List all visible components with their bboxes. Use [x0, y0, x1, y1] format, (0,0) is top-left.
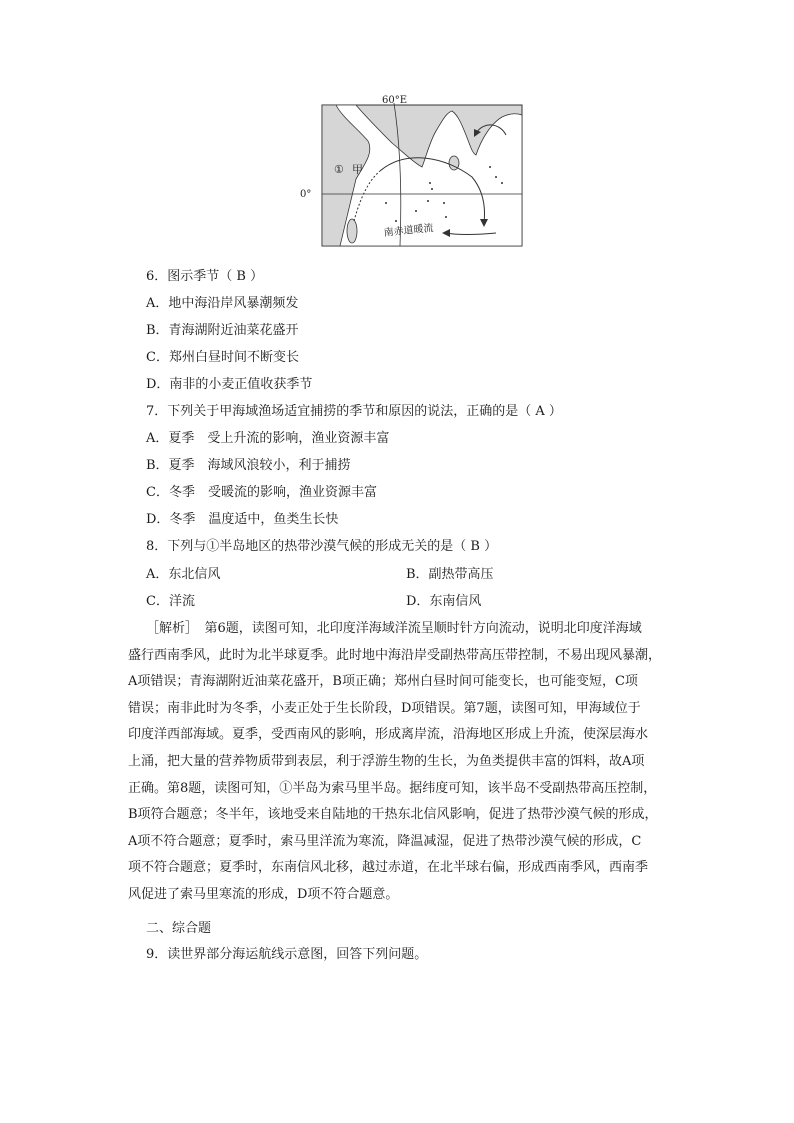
- q8-option-c: C．洋流: [146, 594, 195, 609]
- indian-ocean-map: [296, 93, 526, 248]
- analysis-line: B项符合题意；冬半年，该地受来自陆地的干热东北信风影响，促进了热带沙漠气候的形成，: [128, 807, 658, 823]
- q7-option-a: A．夏季 受上升流的影响，渔业资源丰富: [146, 431, 390, 446]
- label-sea-jia: 甲: [352, 163, 363, 176]
- section-title: 二、综合题: [146, 921, 212, 936]
- current-label: 南赤道暖流: [383, 222, 435, 239]
- q6-option-d: D．南非的小麦正值收获季节: [146, 377, 313, 392]
- q7-option-b: B．夏季 海域风浪较小，利于捕捞: [146, 458, 351, 473]
- analysis-line: A项不符合题意；夏季时，索马里洋流为寒流，降温减湿，促进了热带沙漠气候的形成，C: [128, 833, 642, 849]
- q8-option-a: A．东北信风: [146, 567, 221, 582]
- meridian-label: 60°E: [382, 95, 408, 106]
- q6-stem: 6．图示季节（ B ）: [146, 269, 264, 284]
- q8-option-d: D．东南信风: [406, 594, 482, 609]
- equator-label: 0°: [300, 189, 312, 200]
- q7-stem: 7．下列关于甲海域渔场适宜捕捞的季节和原因的说法，正确的是（ A ）: [146, 404, 562, 419]
- q7-option-c: C．冬季 受暖流的影响，渔业资源丰富: [146, 485, 377, 500]
- q7-option-d: D．冬季 温度适中，鱼类生长快: [146, 512, 339, 527]
- analysis-line: 上涌，把大量的营养物质带到表层，利于浮游生物的生长，为鱼类提供丰富的饵料，故A项: [128, 753, 645, 769]
- analysis-line: ［解析］ 第6题，读图可知，北印度洋海域洋流呈顺时针方向流动，说明北印度洋海域: [146, 621, 642, 636]
- label-peninsula-1: ①: [334, 163, 344, 176]
- madagascar: [347, 219, 357, 243]
- analysis-line: 错误；南非此时为冬季，小麦正处于生长阶段，D项错误。第7题，读图可知，甲海域位于: [128, 700, 641, 716]
- analysis-line: 项不符合题意；夏季时，东南信风北移，越过赤道，在北半球右偏，形成西南季风，西南季: [128, 860, 649, 876]
- q8-option-b: B．副热带高压: [406, 567, 494, 582]
- q6-option-b: B．青海湖附近油菜花盛开: [146, 323, 299, 338]
- analysis-line: 印度洋西部海域。夏季，受西南风的影响，形成离岸流，沿海地区形成上升流，使深层海水: [128, 727, 649, 743]
- analysis-line: 风促进了索马里寒流的形成，D项不符合题意。: [128, 886, 399, 902]
- q6-option-a: A．地中海沿岸风暴潮频发: [146, 296, 299, 311]
- analysis-line: 正确。第8题，读图可知，①半岛为索马里半岛。据纬度可知，该半岛不受副热带高压控制，: [128, 780, 657, 796]
- q6-option-c: C．郑州白昼时间不断变长: [146, 350, 299, 365]
- q9-stem: 9．读世界部分海运航线示意图，回答下列问题。: [146, 947, 428, 962]
- analysis-line: 盛行西南季风，此时为北半球夏季。此时地中海沿岸受副热带高压带控制，不易出现风暴潮，: [128, 647, 662, 663]
- q8-stem: 8．下列与①半岛地区的热带沙漠气候的形成无关的是（ B ）: [146, 539, 498, 554]
- analysis-paragraph: [128, 616, 676, 909]
- analysis-line: A项错误；青海湖附近油菜花盛开，B项正确；郑州白昼时间可能变长，也可能变短，C项: [128, 674, 638, 690]
